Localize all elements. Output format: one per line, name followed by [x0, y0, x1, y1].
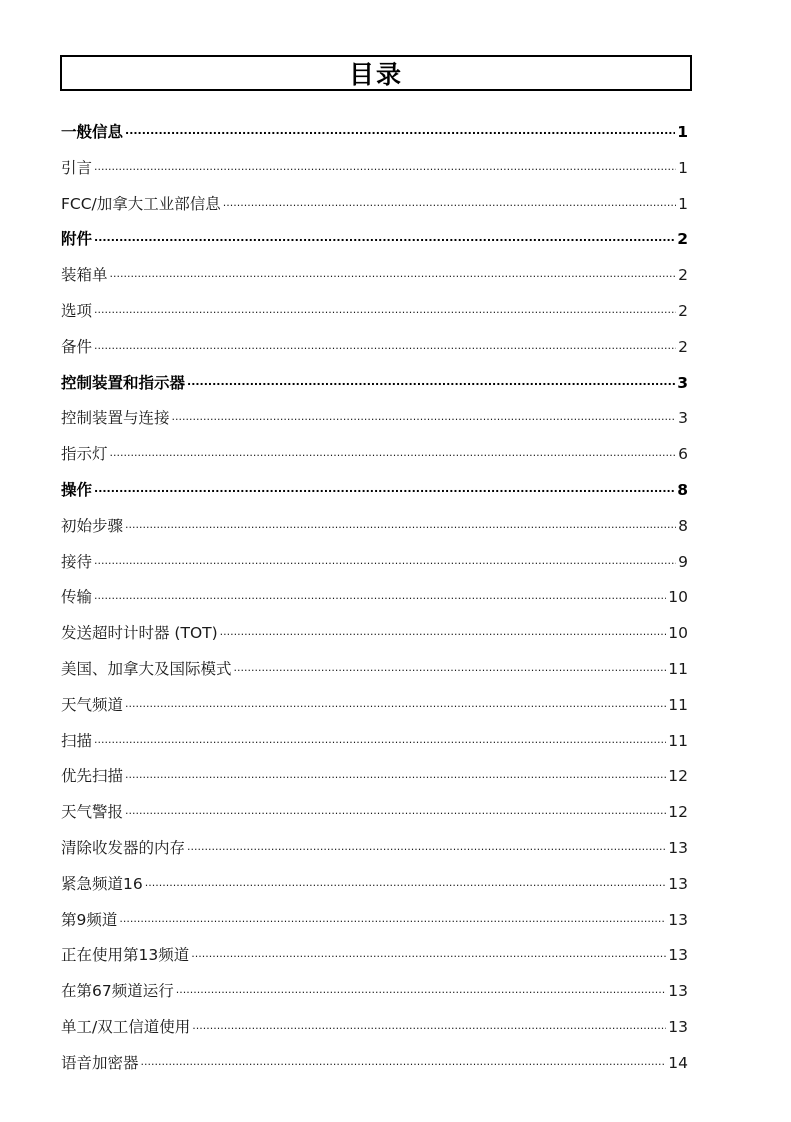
toc-entry-label: 单工/双工信道使用 — [61, 1017, 191, 1036]
toc-dot-leader — [94, 330, 676, 364]
toc-dot-leader — [94, 151, 676, 185]
toc-page-number: 10 — [668, 624, 688, 643]
toc-entry[interactable] — [61, 401, 688, 437]
toc-entry-label: 备件 — [61, 337, 93, 356]
toc-page-number: 10 — [668, 588, 688, 607]
toc-page-number: 11 — [668, 731, 688, 750]
toc-page-number: 13 — [668, 874, 688, 893]
table-of-contents — [61, 115, 688, 1082]
toc-entry-label: 指示灯 — [61, 445, 108, 464]
toc-page-number: 13 — [668, 910, 688, 929]
toc-page-number: 1 — [678, 194, 688, 213]
toc-entry[interactable] — [61, 545, 688, 581]
toc-entry-label: 控制装置与连接 — [61, 409, 170, 428]
toc-page-number: 2 — [677, 230, 688, 249]
toc-entry-label: 操作 — [61, 480, 93, 499]
toc-dot-leader — [94, 473, 675, 507]
toc-entry[interactable] — [61, 187, 688, 223]
toc-page-number: 2 — [678, 266, 688, 285]
page-title: 目录 — [348, 60, 403, 89]
toc-page-number: 13 — [668, 982, 688, 1001]
toc-page-number: 12 — [668, 803, 688, 822]
toc-dot-leader — [125, 795, 666, 829]
toc-section-entry[interactable] — [61, 115, 688, 151]
toc-entry[interactable] — [61, 580, 688, 616]
toc-entry[interactable] — [61, 938, 688, 974]
toc-dot-leader — [187, 831, 666, 865]
toc-entry-label: 紧急频道16 — [61, 874, 143, 893]
toc-dot-leader — [94, 222, 675, 256]
toc-entry-label: 语音加密器 — [61, 1053, 139, 1072]
toc-entry-label: 发送超时计时器 (TOT) — [61, 624, 218, 643]
toc-dot-leader — [191, 938, 666, 972]
toc-dot-leader — [187, 366, 675, 400]
toc-dot-leader — [125, 688, 666, 722]
toc-entry-label: 第9频道 — [61, 910, 118, 929]
toc-entry-label: 扫描 — [61, 731, 93, 750]
toc-page-number: 8 — [678, 516, 688, 535]
toc-title-box — [60, 55, 692, 91]
toc-entry-label: 天气频道 — [61, 695, 124, 714]
toc-dot-leader — [172, 401, 677, 435]
toc-entry-label: 附件 — [61, 230, 93, 249]
toc-page-number: 13 — [668, 946, 688, 965]
toc-entry-label: 选项 — [61, 301, 93, 320]
toc-page-number: 3 — [678, 409, 688, 428]
toc-page-number: 8 — [677, 480, 688, 499]
toc-entry[interactable] — [61, 294, 688, 330]
toc-entry-label: 接待 — [61, 552, 93, 571]
toc-dot-leader — [125, 115, 675, 149]
toc-dot-leader — [176, 974, 667, 1008]
toc-page-number: 11 — [668, 659, 688, 678]
toc-page-number: 13 — [668, 1017, 688, 1036]
toc-entry[interactable] — [61, 903, 688, 939]
toc-entry-label: 美国、加拿大及国际模式 — [61, 659, 232, 678]
toc-entry[interactable] — [61, 258, 688, 294]
toc-dot-leader — [94, 294, 676, 328]
toc-page-number: 1 — [677, 123, 688, 141]
toc-dot-leader — [234, 652, 667, 686]
toc-entry-label: 装箱单 — [61, 266, 108, 285]
toc-section-entry[interactable] — [61, 366, 688, 402]
toc-entry[interactable] — [61, 867, 688, 903]
toc-entry[interactable] — [61, 724, 688, 760]
toc-page-number: 14 — [668, 1053, 688, 1072]
toc-dot-leader — [94, 724, 666, 758]
toc-page-number: 2 — [678, 337, 688, 356]
toc-section-entry[interactable] — [61, 473, 688, 509]
toc-entry[interactable] — [61, 151, 688, 187]
toc-section-entry[interactable] — [61, 222, 688, 258]
toc-entry-label: 控制装置和指示器 — [61, 373, 186, 392]
toc-entry[interactable] — [61, 652, 688, 688]
toc-dot-leader — [125, 509, 676, 543]
toc-entry[interactable] — [61, 437, 688, 473]
toc-entry[interactable] — [61, 759, 688, 795]
toc-entry-label: 优先扫描 — [61, 767, 124, 786]
toc-entry-label: 清除收发器的内存 — [61, 838, 186, 857]
toc-dot-leader — [220, 616, 667, 650]
toc-dot-leader — [94, 580, 666, 614]
toc-entry-label: 一般信息 — [61, 123, 124, 141]
toc-entry[interactable] — [61, 1010, 688, 1046]
toc-page-number: 1 — [678, 158, 688, 177]
toc-dot-leader — [110, 437, 677, 471]
toc-dot-leader — [110, 258, 677, 292]
toc-page-number: 2 — [678, 301, 688, 320]
toc-entry-label: 在第67频道运行 — [61, 982, 174, 1001]
toc-dot-leader — [145, 867, 667, 901]
toc-entry[interactable] — [61, 974, 688, 1010]
toc-dot-leader — [119, 903, 666, 937]
toc-dot-leader — [223, 187, 676, 221]
toc-dot-leader — [125, 759, 666, 793]
toc-dot-leader — [141, 1046, 667, 1080]
toc-entry[interactable] — [61, 509, 688, 545]
toc-page-number: 6 — [678, 445, 688, 464]
toc-entry-label: 初始步骤 — [61, 516, 124, 535]
toc-page-number: 11 — [668, 695, 688, 714]
toc-entry-label: FCC/加拿大工业部信息 — [61, 194, 221, 213]
toc-page-number: 13 — [668, 838, 688, 857]
toc-entry-label: 正在使用第13频道 — [61, 946, 190, 965]
toc-entry-label: 传输 — [61, 588, 93, 607]
toc-page-number: 9 — [678, 552, 688, 571]
toc-dot-leader — [94, 545, 676, 579]
toc-entry[interactable] — [61, 831, 688, 867]
toc-entry[interactable] — [61, 330, 688, 366]
toc-entry-label: 引言 — [61, 158, 93, 177]
toc-entry-label: 天气警报 — [61, 803, 124, 822]
toc-entry[interactable] — [61, 1046, 688, 1082]
toc-page-number: 3 — [677, 373, 688, 392]
toc-page-number: 12 — [668, 767, 688, 786]
toc-entry[interactable] — [61, 616, 688, 652]
toc-entry[interactable] — [61, 795, 688, 831]
toc-entry[interactable] — [61, 688, 688, 724]
toc-dot-leader — [192, 1010, 666, 1044]
